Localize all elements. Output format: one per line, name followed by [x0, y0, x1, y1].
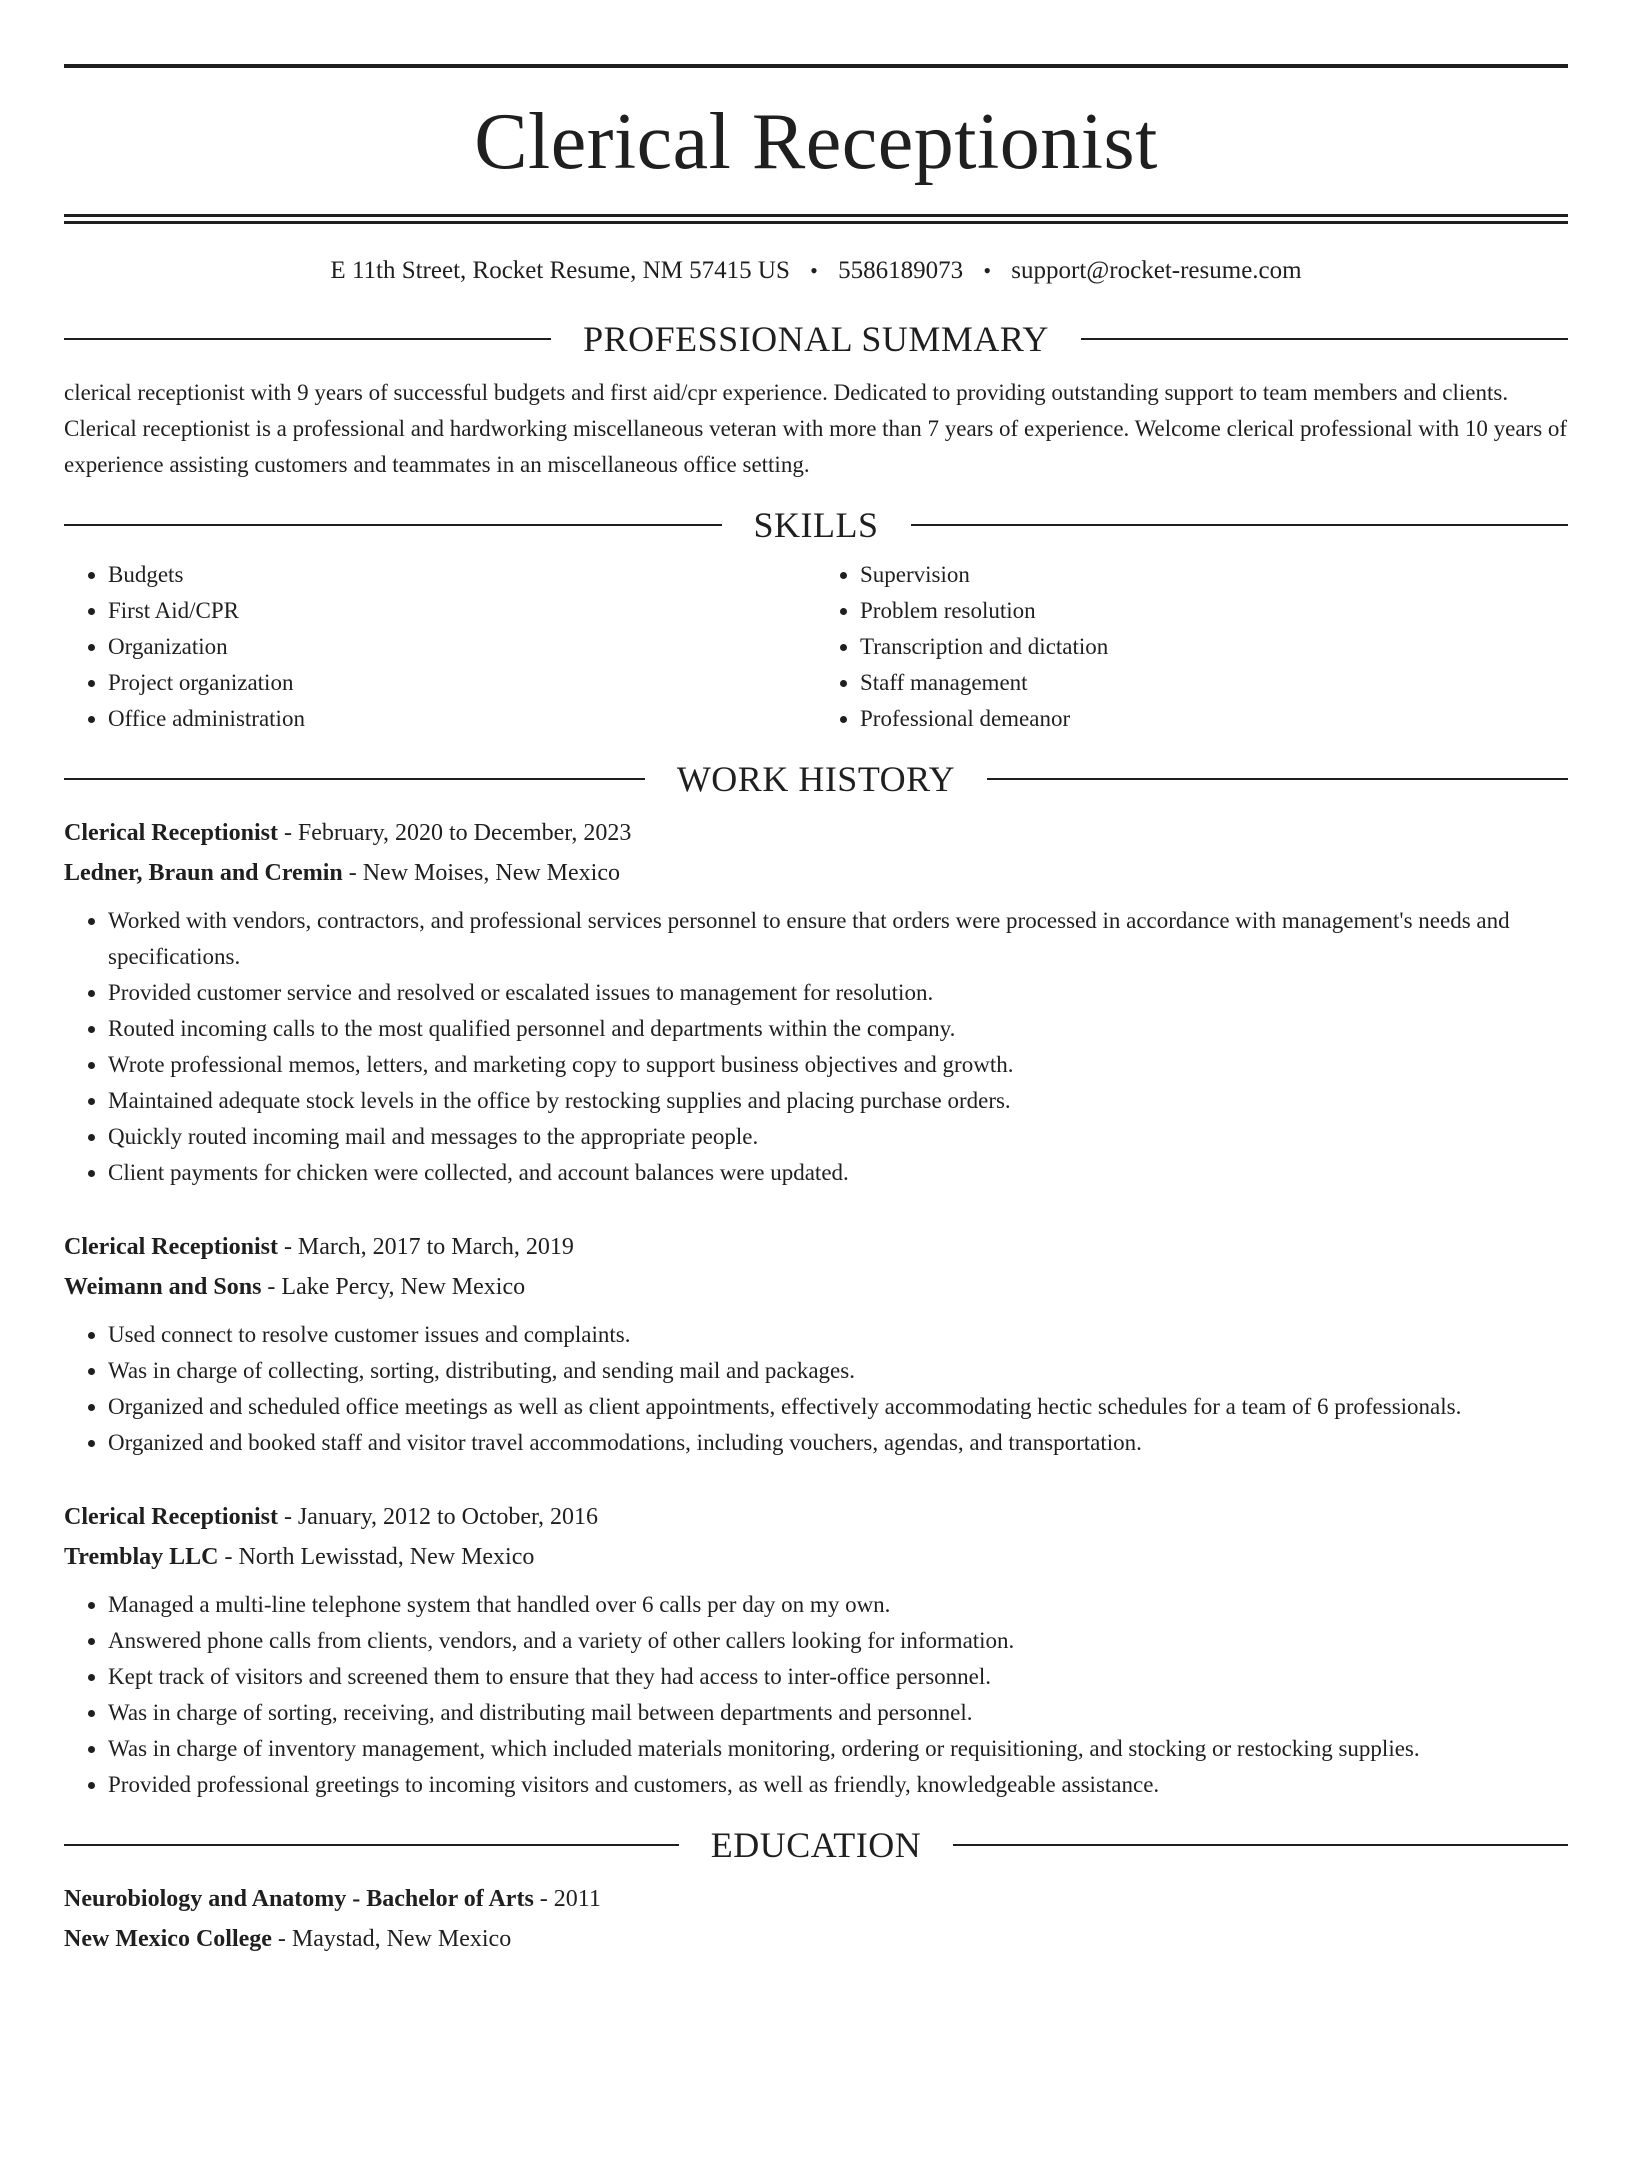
contact-separator: • [810, 258, 818, 283]
job-bullet: • Worked with vendors, contractors, and professional services personnel to ensure that orders were processed in accordance with management's needs and specifications. [108, 903, 1568, 975]
job-title-line [64, 813, 1568, 853]
job-company: Tremblay LLC [64, 1544, 219, 1570]
job-entry [64, 813, 1568, 1191]
contact-email: support@rocket-resume.com [1011, 257, 1302, 284]
skill-item: • Problem resolution [860, 593, 1568, 629]
section-rule-left [64, 524, 722, 526]
job-company-line [64, 1537, 1568, 1577]
job-bullet: • Provided professional greetings to incoming visitors and customers, as well as friendly, knowledgeable assistance. [108, 1767, 1568, 1803]
top-rule [64, 64, 1568, 68]
job-role: Clerical Receptionist [64, 1234, 278, 1260]
job-bullet: • Wrote professional memos, letters, and marketing copy to support business objectives and growth. [108, 1047, 1568, 1083]
education-degree-line [64, 1879, 1568, 1919]
skills-column-right [816, 557, 1568, 737]
job-bullet: • Answered phone calls from clients, vendors, and a variety of other callers looking for information. [108, 1623, 1568, 1659]
job-location: - Lake Percy, New Mexico [261, 1274, 526, 1300]
contact-phone: 5586189073 [838, 257, 964, 284]
job-bullet: • Quickly routed incoming mail and messages to the appropriate people. [108, 1119, 1568, 1155]
job-bullet: • Used connect to resolve customer issues and complaints. [108, 1317, 1568, 1353]
section-header-summary [64, 321, 1568, 357]
section-rule-left [64, 1844, 679, 1846]
job-entry [64, 1497, 1568, 1803]
job-company-line [64, 853, 1568, 893]
skill-item: • Project organization [108, 665, 816, 701]
contact-line [64, 258, 1568, 283]
education-entry [64, 1879, 1568, 1959]
section-rule-right [1081, 338, 1568, 340]
skill-item: • Supervision [860, 557, 1568, 593]
education-location: - Maystad, New Mexico [271, 1926, 512, 1952]
job-bullet: • Maintained adequate stock levels in the office by restocking supplies and placing purchase orders. [108, 1083, 1568, 1119]
contact-address: E 11th Street, Rocket Resume, NM 57415 US [330, 257, 790, 284]
job-bullet: • Client payments for chicken were collected, and account balances were updated. [108, 1155, 1568, 1191]
resume-page [0, 64, 1632, 2176]
job-bullet: • Routed incoming calls to the most qualified personnel and departments within the company. [108, 1011, 1568, 1047]
skill-item: • Budgets [108, 557, 816, 593]
section-rule-right [987, 778, 1568, 780]
skill-item: • Transcription and dictation [860, 629, 1568, 665]
education-school: New Mexico College [64, 1926, 272, 1952]
skills-column-left [64, 557, 816, 737]
job-bullets [64, 1317, 1568, 1461]
resume-title: Clerical Receptionist [474, 98, 1158, 186]
section-rule-left [64, 338, 551, 340]
section-header-work [64, 761, 1568, 797]
job-entry [64, 1227, 1568, 1461]
summary-paragraph: clerical receptionist with 9 years of successful budgets and first aid/cpr experience. Dedicated to providing outstanding support to team members and clients. Clerical receptionist is a professional and hardworking miscellaneous veteran with more than 7 years of experience. Welcome clerical professional with 10 years of experience assisting customers and teammates in an miscellaneous office setting. [64, 380, 1568, 477]
job-bullet: • Managed a multi-line telephone system that handled over 6 calls per day on my own. [108, 1587, 1568, 1623]
job-bullets [64, 903, 1568, 1191]
education-degree: Neurobiology and Anatomy - Bachelor of Arts [64, 1886, 534, 1912]
job-title-line [64, 1227, 1568, 1267]
job-company: Ledner, Braun and Cremin [64, 860, 343, 886]
section-title-skills: SKILLS [753, 505, 879, 545]
job-bullet: • Kept track of visitors and screened them to ensure that they had access to inter-office personnel. [108, 1659, 1568, 1695]
job-dates: - January, 2012 to October, 2016 [277, 1504, 599, 1530]
job-bullet: • Was in charge of collecting, sorting, distributing, and sending mail and packages. [108, 1353, 1568, 1389]
job-location: - North Lewisstad, New Mexico [218, 1544, 535, 1570]
education-school-line [64, 1919, 1568, 1959]
job-dates: - February, 2020 to December, 2023 [277, 820, 632, 846]
skill-item: • Staff management [860, 665, 1568, 701]
job-bullet: • Organized and scheduled office meetings as well as client appointments, effectively accommodating hectic schedules for a team of 6 professionals. [108, 1389, 1568, 1425]
section-header-education [64, 1827, 1568, 1863]
contact-separator: • [983, 258, 992, 283]
section-rule-right [953, 1844, 1568, 1846]
job-location: - New Moises, New Mexico [342, 860, 620, 886]
job-bullet: • Was in charge of inventory management, which included materials monitoring, ordering or requisitioning, and stocking or restocking supplies. [108, 1731, 1568, 1767]
job-company-line [64, 1267, 1568, 1307]
section-rule-right [911, 524, 1569, 526]
job-company: Weimann and Sons [64, 1274, 262, 1300]
section-rule-left [64, 778, 645, 780]
section-title-work: WORK HISTORY [676, 759, 956, 799]
section-header-skills [64, 507, 1568, 543]
job-title-line [64, 1497, 1568, 1537]
job-bullets [64, 1587, 1568, 1803]
job-dates: - March, 2017 to March, 2019 [277, 1234, 574, 1260]
job-role: Clerical Receptionist [64, 1504, 278, 1530]
section-title-education: EDUCATION [710, 1825, 922, 1865]
job-bullet: • Organized and booked staff and visitor travel accommodations, including vouchers, agendas, and transportation. [108, 1425, 1568, 1461]
job-role: Clerical Receptionist [64, 820, 278, 846]
skill-item: • Organization [108, 629, 816, 665]
double-rule [64, 214, 1568, 224]
job-bullet: • Was in charge of sorting, receiving, and distributing mail between departments and personnel. [108, 1695, 1568, 1731]
skill-item: • Office administration [108, 701, 816, 737]
skill-item: • Professional demeanor [860, 701, 1568, 737]
section-title-summary: PROFESSIONAL SUMMARY [583, 319, 1049, 359]
education-year: - 2011 [533, 1886, 601, 1912]
skill-item: • First Aid/CPR [108, 593, 816, 629]
job-bullet: • Provided customer service and resolved or escalated issues to management for resolution. [108, 975, 1568, 1011]
skills-list [64, 557, 1568, 737]
